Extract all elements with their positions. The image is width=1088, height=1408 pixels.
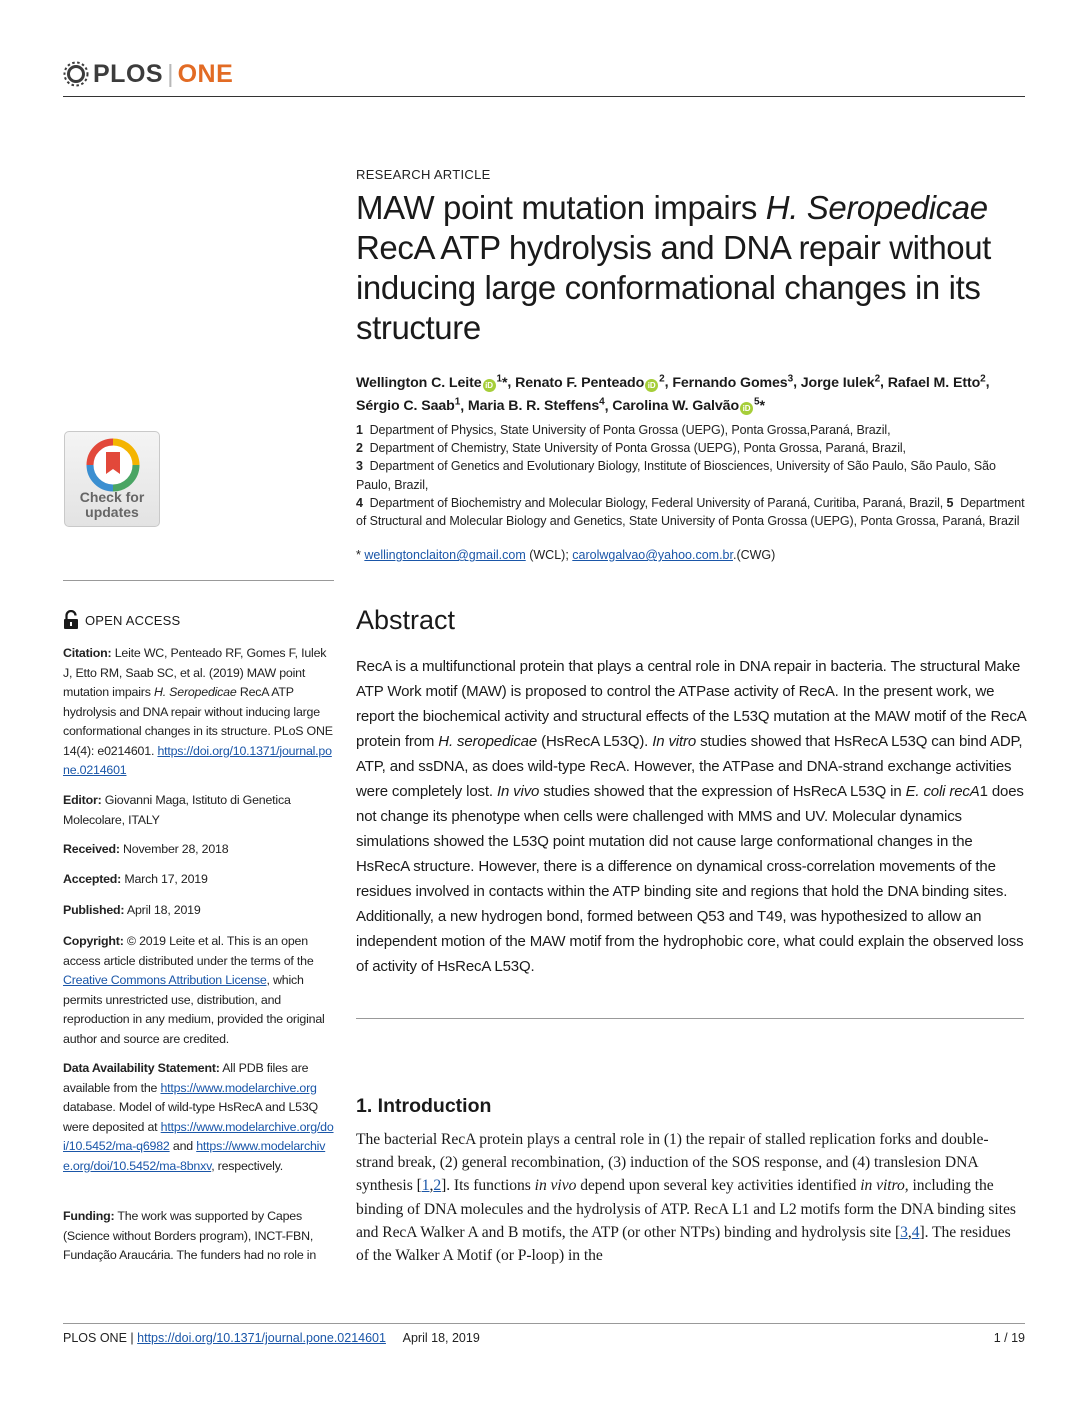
logo-separator: | <box>167 59 174 88</box>
intro-p2: ]. Its functions <box>441 1177 531 1195</box>
corresponding-authors <box>356 548 775 562</box>
received-label: Received: <box>63 842 120 856</box>
author-list: Wellington C. Leite $iD^1*$, Renato F. Penteado $iD^2$, Fernando Gomes$^3$, Jorge Iulek$^2$, Rafael M. Etto$^2$, Sérgio C. Saab$^1$, Maria B. R. Steffens$^4$, Carolina W. Galvão $iD^5*$ <box>356 373 990 415</box>
abstract-i4: E. coli recA <box>905 783 980 800</box>
intro-p1: The bacterial RecA protein plays a central role in (1) the repair of stalled replication forks and double-strand break, (2) general recombination, (3) induction of the SOS response, and (4) translesion DNA synthesis [ <box>356 1131 989 1195</box>
abstract-i3: In vivo <box>496 783 540 800</box>
author-name: Jorge Iulek <box>800 374 875 391</box>
author-affiliation-sup: 1 <box>496 373 502 384</box>
corr-text-2: .(CWG) <box>732 548 776 562</box>
data-availability-label: Data Availability Statement: <box>63 1061 220 1075</box>
author-name: Wellington C. Leite <box>356 374 482 391</box>
orcid-icon[interactable]: iD <box>740 402 753 415</box>
abstract-rule <box>356 1018 1024 1019</box>
citation-text-2: RecA ATP hydrolysis and DNA repair without inducing large conformational changes in its structure. PLoS ONE 14(4): e0214601. <box>63 685 333 758</box>
affiliation-number: 1 <box>356 423 363 437</box>
abstract-p4: studies showed that the expression of HsRecA L53Q in <box>543 783 902 800</box>
corr-star: * <box>356 548 361 562</box>
author-affiliation-sup: 2 <box>659 373 665 384</box>
footer-rule <box>63 1323 1025 1324</box>
affiliation <box>356 441 906 455</box>
affiliation-number: 2 <box>356 441 363 456</box>
ref-link-3[interactable]: 3 <box>900 1223 908 1241</box>
copyright-block <box>63 932 335 1049</box>
author-affiliation-sup: 1 <box>454 396 461 408</box>
published-text: April 18, 2019 <box>126 903 201 917</box>
sidebar-rule <box>63 580 334 581</box>
abstract-p1: RecA is a multifunctional protein that plays a central role in DNA repair in bacteria. The structural Make ATP Work motif (MAW) is proposed to control the ATPase activity of RecA. In the present work, we report the biochemical activity and structural effects of the L53Q mutation at the MAW motif of the RecA protein from <box>356 658 1026 750</box>
author <box>356 398 460 414</box>
introduction-heading: 1. Introduction <box>356 1095 492 1117</box>
author-name: Fernando Gomes <box>672 374 788 391</box>
abstract-i2: In vitro <box>652 733 697 750</box>
plos-logo-icon <box>63 61 89 87</box>
author <box>356 375 507 391</box>
author-affiliation-sup: 4 <box>599 396 605 408</box>
affiliation-text: Department of Genetics and Evolutionary Biology, Institute of Biosciences, University of São Paulo, São Paulo, São Paulo, Brazil, <box>356 459 996 492</box>
author <box>515 375 665 391</box>
funding-label: Funding: <box>63 1209 115 1223</box>
affiliation <box>356 423 890 437</box>
orcid-icon[interactable]: iD <box>483 379 496 392</box>
intro-p4: , including the binding of DNA molecules and the hydrolysis of ATP. RecA L1 and L2 motifs form the DNA binding sites and RecA Walker A and B motifs, the ATP (or other NTPs) binding and hydrolysis site [ <box>356 1177 1016 1241</box>
modelarchive-link[interactable]: https://www.modelarchive.org <box>160 1080 317 1095</box>
author <box>612 398 765 414</box>
author-affiliation-sup: 2 <box>874 373 881 384</box>
abstract-p3: studies showed that HsRecA L53Q can bind ADP, ATP, and ssDNA, as does wild-type RecA. However, the ATPase and DNA-strand exchange activities were completely lost. <box>356 733 1023 800</box>
title-italic: H. Seropedicae <box>765 189 988 226</box>
affiliations <box>356 421 1026 530</box>
editor-text: Giovanni Maga, Istituto di Genetica Molecolare, ITALY <box>63 793 291 827</box>
affiliation-text: Department of Physics, State University of Ponta Grossa (UEPG), Ponta Grossa,Paraná, Brazil, <box>369 423 891 437</box>
data-availability-block <box>63 1059 335 1176</box>
l53q-model-link[interactable]: https://www.modelarchive.org/doi/10.5452/ma-8bnxv <box>63 1139 326 1173</box>
data-text-4: , respectively. <box>211 1158 284 1173</box>
affiliation-text: Department of Structural and Molecular Biology and Genetics, State University of Ponta Grossa (UEPG), Ponta Grossa, Paraná, Brazil <box>356 495 1025 529</box>
citation-block <box>63 644 335 781</box>
author-corresponding-mark: * <box>502 374 508 391</box>
introduction-text <box>356 1128 1026 1267</box>
author-corresponding-mark: * <box>759 398 765 415</box>
corr-text-1: (WCL); <box>529 548 569 562</box>
ref-link-2[interactable]: 2 <box>433 1177 442 1195</box>
affiliation-text: Department of Biochemistry and Molecular Biology, Federal University of Paraná, Curitiba, Paraná, Brazil, <box>369 495 944 510</box>
citation-italic: H. Seropedicae <box>153 685 237 699</box>
author <box>801 375 880 391</box>
orcid-icon[interactable]: iD <box>645 379 658 392</box>
abstract-p2: (HsRecA L53Q). <box>541 733 649 750</box>
author-affiliation-sup: 2 <box>980 373 986 384</box>
intro-p5: ]. The residues of the Walker A Motif (or P-loop) in the <box>356 1223 1011 1265</box>
author <box>672 375 793 391</box>
abstract-text <box>356 654 1026 979</box>
affiliation-number: 5 <box>946 495 954 510</box>
author-affiliation-sup: 3 <box>787 373 794 384</box>
author-name: Renato F. Penteado <box>515 374 645 391</box>
affiliation-number: 3 <box>356 459 363 474</box>
logo-one: ONE <box>177 59 234 88</box>
ref-sep-2: , <box>907 1223 912 1241</box>
open-access-badge <box>63 610 180 630</box>
ref-link-1[interactable]: 1 <box>421 1177 430 1195</box>
abstract-heading: Abstract <box>356 605 456 635</box>
copyright-text-1: © 2019 Leite et al. This is an open access article distributed under the terms of the <box>63 934 314 968</box>
plos-one-logo <box>63 58 233 90</box>
funding-block <box>63 1207 335 1266</box>
accepted-block <box>63 870 335 890</box>
page-footer <box>63 1331 1025 1345</box>
check-for-updates-label: Check for updates <box>79 489 145 520</box>
footer-date: April 18, 2019 <box>402 1331 480 1345</box>
corr-email-2[interactable]: carolwgalvao@yahoo.com.br <box>572 548 733 562</box>
published-block <box>63 901 335 921</box>
accepted-text: March 17, 2019 <box>124 872 208 886</box>
wildtype-model-link[interactable]: https://www.modelarchive.org/doi/10.5452/ma-q6982 <box>63 1119 334 1153</box>
affiliation <box>356 459 996 491</box>
funding-text: The work was supported by Capes (Science without Borders program), INCT-FBN, Fundação Araucária. The funders had no role in <box>63 1209 317 1262</box>
citation-text-1: Leite WC, Penteado RF, Gomes F, Iulek J, Etto RM, Saab SC, et al. (2019) MAW point mutation impairs <box>63 646 327 699</box>
abstract-i1: H. seropedicae <box>438 733 538 750</box>
editor-block <box>63 791 335 830</box>
editor-label: Editor: <box>63 793 102 807</box>
received-text: November 28, 2018 <box>123 842 229 856</box>
abstract-p5: 1 does not change its phenotype when cells were challenged with MMS and UV. Molecular dynamics simulations showed the L53Q point mutation did not cause large conformational changes in the HsRecA structure. However, there is a difference on dynamical cross-correlation movements of the residues involved in contacts within the ATP binding site and regions that hold the DNA binding sites. Additionally, a new hydrogen bond, formed between Q53 and T49, was hypothesized to allow an independent motion of the MAW motif from the hydrophobic core, what could explain the observed loss of activity of HsRecA L53Q. <box>356 783 1024 975</box>
received-block <box>63 840 335 860</box>
check-for-updates-button[interactable] <box>64 431 160 527</box>
title-text-2: RecA ATP hydrolysis and DNA repair without inducing large conformational changes in its structure <box>356 229 991 346</box>
header-rule <box>63 96 1025 97</box>
article-type: RESEARCH ARTICLE <box>356 167 491 182</box>
author-name: Rafael M. Etto <box>887 374 981 391</box>
cc-license-link[interactable]: Creative Commons Attribution License <box>63 973 267 987</box>
footer-journal: PLOS ONE <box>63 1331 127 1345</box>
author-name: Sérgio C. Saab <box>356 398 455 415</box>
affiliation-number: 4 <box>356 495 363 510</box>
citation-label: Citation: <box>63 646 112 660</box>
intro-p3: depend upon several key activities identified <box>580 1177 857 1195</box>
open-lock-icon <box>63 610 79 630</box>
open-access-label: OPEN ACCESS <box>85 612 181 628</box>
affiliation-text: Department of Chemistry, State University of Ponta Grossa (UEPG), Ponta Grossa, Paraná, Brazil, <box>369 441 906 456</box>
copyright-text-2: , which permits unrestricted use, distribution, and reproduction in any medium, provided the original author and source are credited. <box>63 973 325 1046</box>
author-name: Carolina W. Galvão <box>612 398 740 415</box>
affiliation <box>356 496 943 510</box>
copyright-label: Copyright: <box>63 934 124 948</box>
citation-doi-link[interactable]: https://doi.org/10.1371/journal.pone.0214601 <box>63 743 332 777</box>
page-number: 1 / 19 <box>993 1331 1025 1345</box>
data-text-1: All PDB files are available from the <box>63 1061 309 1095</box>
data-text-3: and <box>172 1139 193 1153</box>
ref-link-4[interactable]: 4 <box>911 1223 920 1241</box>
author-name: Maria B. R. Steffens <box>467 398 600 415</box>
accepted-label: Accepted: <box>63 872 122 886</box>
logo-plos: PLOS <box>93 59 164 88</box>
footer-separator: | <box>130 1331 134 1345</box>
article-title <box>356 188 1026 348</box>
title-text-1: MAW point mutation impairs <box>356 189 758 226</box>
intro-i1: in vivo <box>534 1177 577 1195</box>
data-text-2: database. Model of wild-type HsRecA and L53Q were deposited at <box>63 1100 318 1134</box>
author <box>468 398 605 414</box>
footer-doi-link[interactable]: https://doi.org/10.1371/journal.pone.0214601 <box>137 1331 386 1345</box>
intro-i2: in vitro <box>860 1177 905 1195</box>
author-affiliation-sup: 5 <box>754 396 760 408</box>
check-for-updates-icon <box>65 432 161 492</box>
corr-email-1[interactable]: wellingtonclaiton@gmail.com <box>364 548 526 562</box>
published-label: Published: <box>63 903 125 917</box>
author <box>888 375 986 391</box>
ref-sep-1: , <box>429 1177 434 1195</box>
